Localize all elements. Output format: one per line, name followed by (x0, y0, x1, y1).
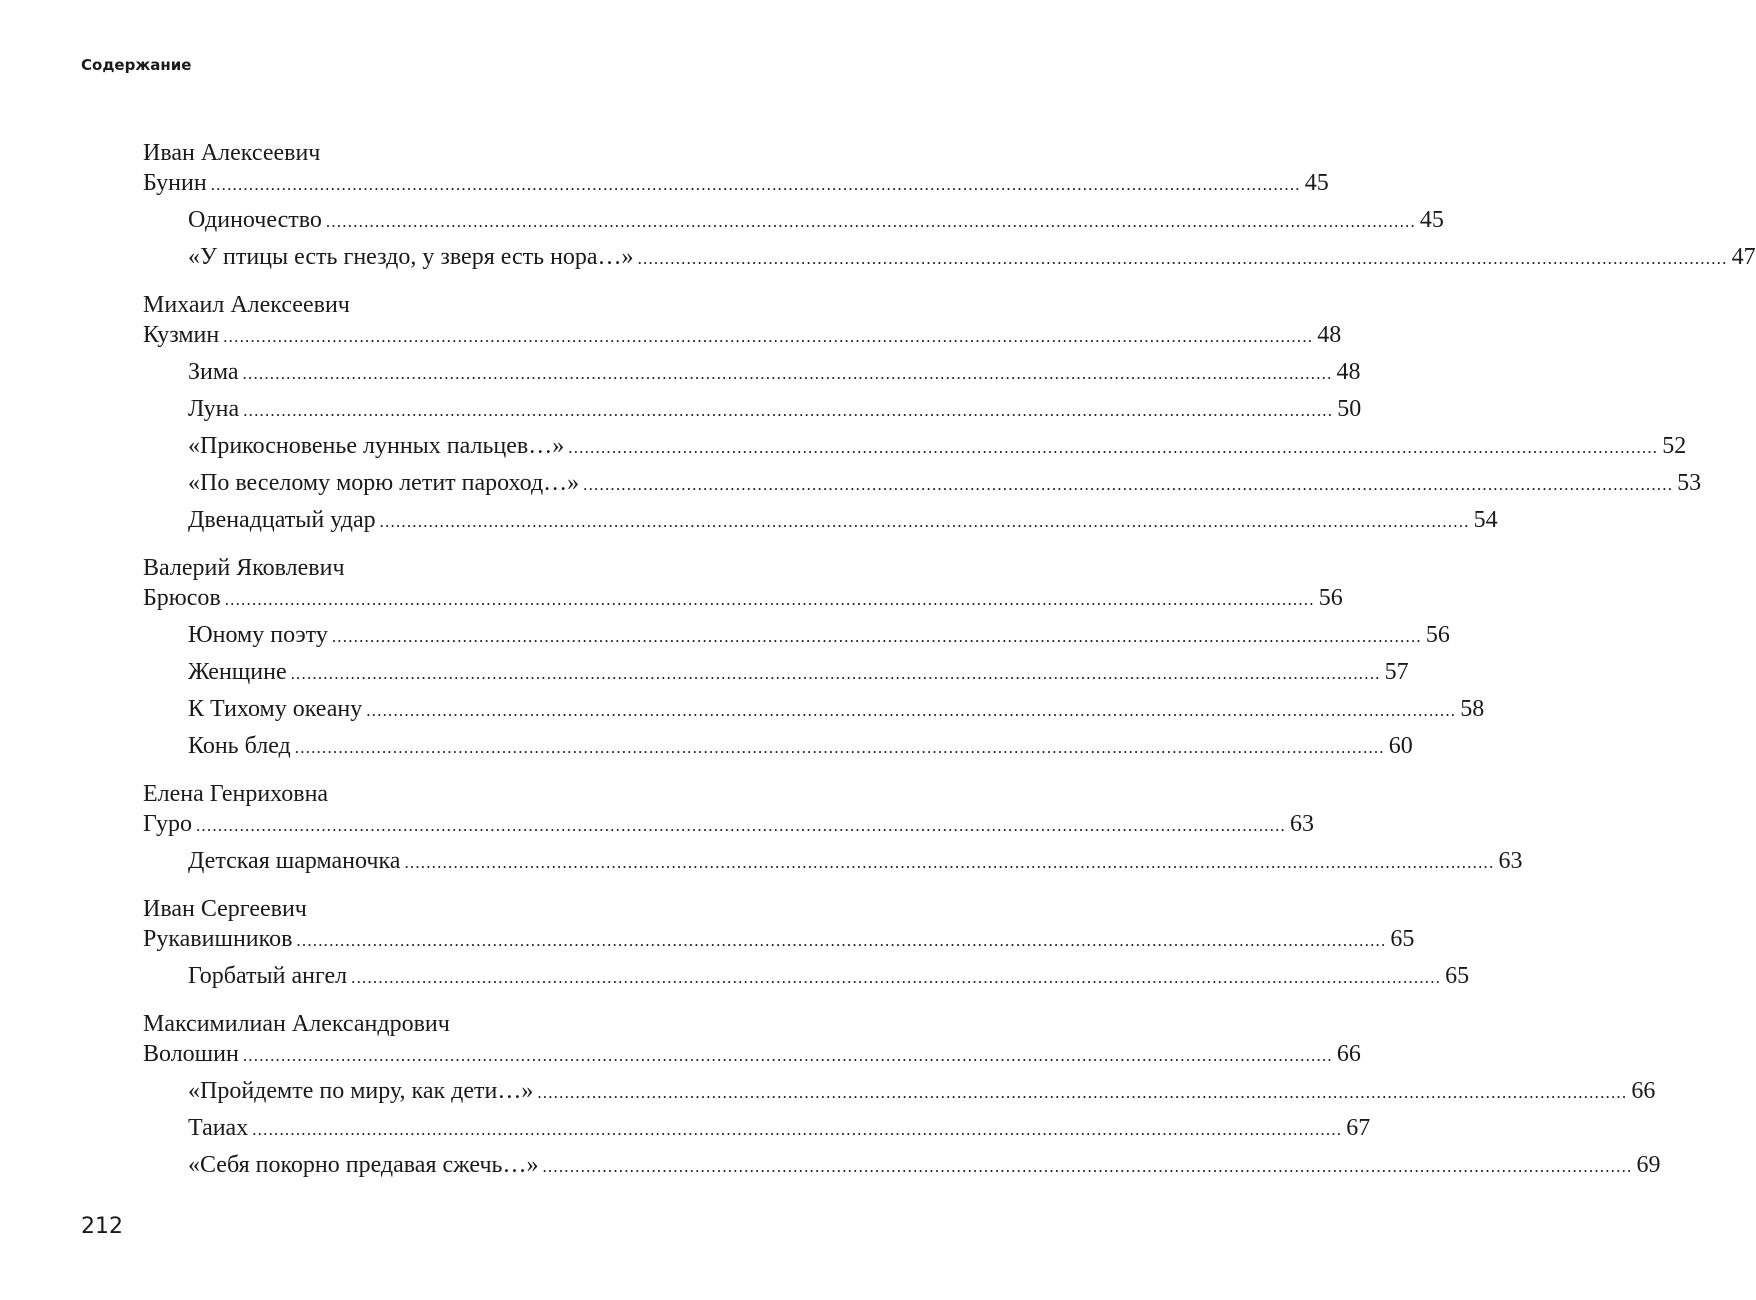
poem-title: Юному поэту (188, 622, 328, 648)
page-ref: 57 (1384, 659, 1409, 685)
toc-poem-entry[interactable] (143, 1110, 1371, 1147)
dot-leader: ........................................................................................................................................................................................................ (252, 1120, 1343, 1139)
poem-title: К Тихому океану (188, 696, 363, 722)
page-ref: 54 (1473, 507, 1498, 533)
toc-poem-entry[interactable] (143, 843, 1523, 880)
toc-author-entry[interactable] (143, 924, 1415, 954)
page-ref: 52 (1662, 433, 1687, 459)
page-ref: 65 (1445, 963, 1470, 989)
dot-leader: ........................................................................................................................................................................................................ (195, 816, 1286, 835)
page-ref: 45 (1419, 207, 1444, 233)
page-ref: 69 (1636, 1152, 1661, 1178)
page-ref: 50 (1337, 396, 1362, 422)
poem-title: Детская шарманочка (188, 848, 401, 874)
toc-poem-entry[interactable] (143, 691, 1485, 728)
dot-leader: ........................................................................................................................................................................................................ (366, 701, 1457, 720)
toc-poem-entry[interactable] (143, 728, 1413, 765)
toc-author-entry[interactable] (143, 168, 1329, 198)
toc-author-section (143, 138, 1756, 276)
toc-poem-entry[interactable] (143, 202, 1444, 239)
author-first-names: Валерий Яковлевич (143, 555, 345, 581)
dot-leader: ........................................................................................................................................................................................................ (242, 364, 1333, 383)
page-ref: 48 (1317, 322, 1342, 348)
page-ref: 45 (1304, 170, 1329, 196)
poem-title: Конь блед (188, 733, 291, 759)
author-surname: Волошин (143, 1041, 239, 1067)
toc-author-section (143, 894, 1470, 995)
toc-poem-entry[interactable] (143, 465, 1702, 502)
page-ref: 53 (1677, 470, 1702, 496)
author-first-names: Максимилиан Александрович (143, 1011, 450, 1037)
toc-poem-entry[interactable] (143, 617, 1450, 654)
author-first-names: Елена Генриховна (143, 781, 329, 807)
author-first-names: Иван Алексеевич (143, 140, 321, 166)
poem-title: «Пройдемте по миру, как дети…» (188, 1078, 534, 1104)
toc-author-entry[interactable] (143, 583, 1343, 613)
author-surname: Брюсов (143, 585, 221, 611)
table-of-contents (143, 138, 1756, 1198)
toc-poem-entry[interactable] (143, 1073, 1656, 1110)
dot-leader: ........................................................................................................................................................................................................ (637, 249, 1728, 268)
toc-poem-entry[interactable] (143, 391, 1362, 428)
poem-title: Зима (188, 359, 239, 385)
dot-leader: ........................................................................................................................................................................................................ (242, 1046, 1333, 1065)
toc-poem-entry[interactable] (143, 654, 1409, 691)
running-header: Содержание (81, 56, 192, 74)
dot-leader: ........................................................................................................................................................................................................ (294, 738, 1385, 757)
dot-leader: ........................................................................................................................................................................................................ (568, 438, 1659, 457)
toc-poem-entry[interactable] (143, 239, 1756, 276)
page-ref: 65 (1390, 926, 1415, 952)
page-ref: 48 (1336, 359, 1361, 385)
page-ref: 63 (1289, 811, 1314, 837)
toc-author-entry[interactable] (143, 1039, 1361, 1069)
page-ref: 56 (1425, 622, 1450, 648)
author-surname: Рукавишников (143, 926, 293, 952)
toc-author-section (143, 553, 1485, 765)
dot-leader: ........................................................................................................................................................................................................ (243, 401, 1334, 420)
poem-title: «Прикосновенье лунных пальцев…» (188, 433, 565, 459)
dot-leader: ........................................................................................................................................................................................................ (404, 853, 1495, 872)
toc-author-section (143, 1009, 1661, 1184)
page-ref: 47 (1731, 244, 1756, 270)
page-ref: 56 (1318, 585, 1343, 611)
poem-title: Одиночество (188, 207, 322, 233)
page-ref: 63 (1498, 848, 1523, 874)
page-ref: 66 (1336, 1041, 1361, 1067)
dot-leader: ........................................................................................................................................................................................................ (542, 1157, 1633, 1176)
page-ref: 66 (1631, 1078, 1656, 1104)
dot-leader: ........................................................................................................................................................................................................ (583, 475, 1674, 494)
author-first-names: Михаил Алексеевич (143, 292, 350, 318)
page-ref: 58 (1460, 696, 1485, 722)
dot-leader: ........................................................................................................................................................................................................ (223, 327, 1314, 346)
author-surname: Гуро (143, 811, 192, 837)
toc-author-entry[interactable] (143, 320, 1342, 350)
dot-leader: ........................................................................................................................................................................................................ (296, 931, 1387, 950)
poem-title: «У птицы есть гнездо, у зверя есть нора…» (188, 244, 634, 270)
toc-poem-entry[interactable] (143, 958, 1470, 995)
toc-poem-entry[interactable] (143, 428, 1687, 465)
poem-title: Горбатый ангел (188, 963, 348, 989)
dot-leader: ........................................................................................................................................................................................................ (351, 968, 1442, 987)
poem-title: Женщине (188, 659, 287, 685)
toc-poem-entry[interactable] (143, 354, 1361, 391)
poem-title: Таиах (188, 1115, 249, 1141)
poem-title: «По веселому морю летит пароход…» (188, 470, 580, 496)
toc-poem-entry[interactable] (143, 502, 1498, 539)
toc-author-entry[interactable] (143, 809, 1314, 839)
dot-leader: ........................................................................................................................................................................................................ (379, 512, 1470, 531)
dot-leader: ........................................................................................................................................................................................................ (537, 1083, 1628, 1102)
poem-title: «Себя покорно предавая сжечь…» (188, 1152, 539, 1178)
dot-leader: ........................................................................................................................................................................................................ (290, 664, 1381, 683)
dot-leader: ........................................................................................................................................................................................................ (325, 212, 1416, 231)
author-first-names: Иван Сергеевич (143, 896, 307, 922)
poem-title: Луна (188, 396, 240, 422)
toc-poem-entry[interactable] (143, 1147, 1661, 1184)
dot-leader: ........................................................................................................................................................................................................ (224, 590, 1315, 609)
page-number: 212 (81, 1214, 123, 1239)
page-ref: 60 (1388, 733, 1413, 759)
toc-author-section (143, 290, 1702, 539)
dot-leader: ........................................................................................................................................................................................................ (210, 175, 1301, 194)
page-ref: 67 (1346, 1115, 1371, 1141)
toc-author-section (143, 779, 1523, 880)
dot-leader: ........................................................................................................................................................................................................ (331, 627, 1422, 646)
author-surname: Кузмин (143, 322, 220, 348)
poem-title: Двенадцатый удар (188, 507, 376, 533)
author-surname: Бунин (143, 170, 207, 196)
